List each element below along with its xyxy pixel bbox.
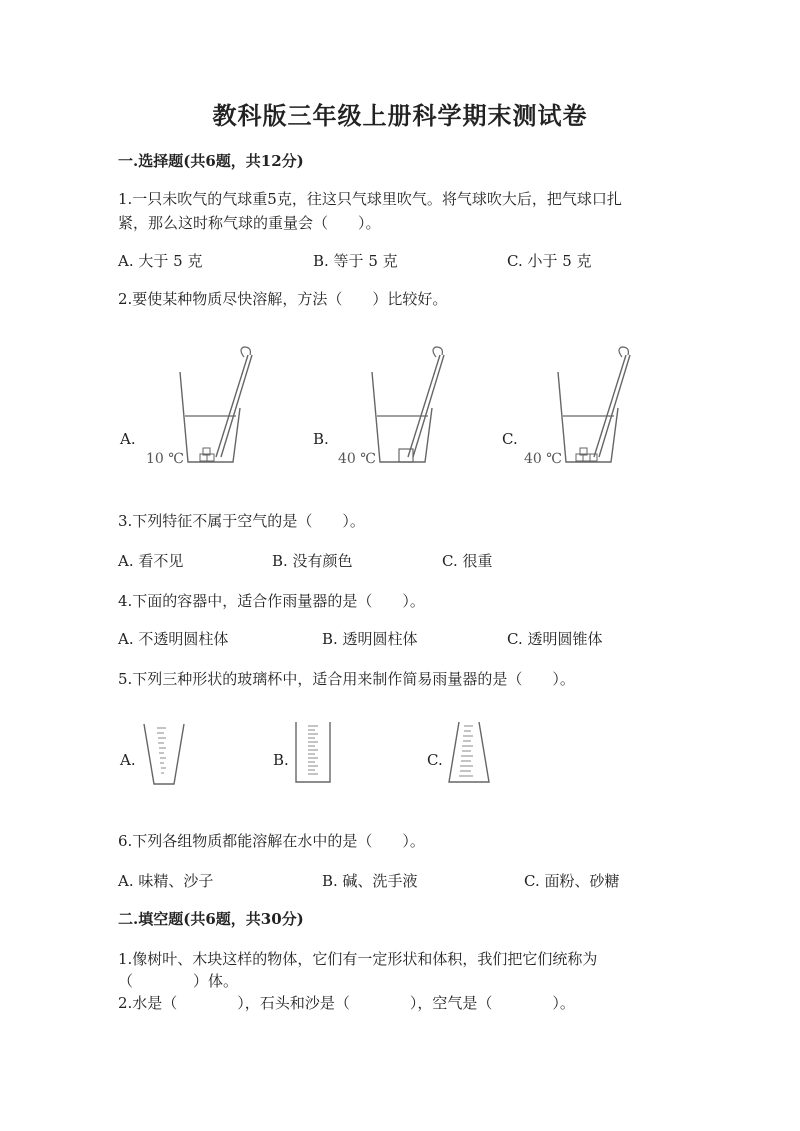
q6-option-b: B. 碱、洗手液 xyxy=(322,872,418,890)
q2-figure-label-b: B. xyxy=(313,430,329,448)
q2-figure-label-c: C. xyxy=(502,430,518,448)
q1-option-a: A. 大于 5 克 xyxy=(118,252,203,270)
beaker-a-temperature: 10 ℃ xyxy=(146,451,184,467)
q6-option-c: C. 面粉、砂糖 xyxy=(524,872,620,890)
q2-figure-label-a: A. xyxy=(120,430,136,448)
q4-option-a: A. 不透明圆柱体 xyxy=(118,630,229,648)
q1-option-c: C. 小于 5 克 xyxy=(507,252,592,270)
question-1-line-2: 紧，那么这时称气球的重量会（ ）。 xyxy=(118,214,381,232)
q5-figure-label-c: C. xyxy=(427,751,443,769)
q3-option-b: B. 没有颜色 xyxy=(272,552,353,570)
beaker-c-illustration xyxy=(518,345,648,470)
beaker-a-illustration xyxy=(140,345,270,470)
cup-a-illustration xyxy=(140,720,190,790)
section-heading-fill: 二.填空题(共6题，共30分) xyxy=(118,910,304,928)
cup-c-illustration xyxy=(445,718,495,788)
question-4-text: 4.下面的容器中，适合作雨量器的是（ ）。 xyxy=(118,592,425,610)
q4-option-c: C. 透明圆锥体 xyxy=(507,630,603,648)
question-5-text: 5.下列三种形状的玻璃杯中，适合用来制作简易雨量器的是（ ）。 xyxy=(118,670,575,688)
beaker-b-temperature: 40 ℃ xyxy=(338,451,376,467)
q4-option-b: B. 透明圆柱体 xyxy=(322,630,418,648)
fill-1-line-1: 1.像树叶、木块这样的物体，它们有一定形状和体积，我们把它们统称为 xyxy=(118,950,598,968)
q3-option-c: C. 很重 xyxy=(442,552,493,570)
question-1-line-1: 1.一只未吹气的气球重5克，往这只气球里吹气。将气球吹大后，把气球口扎 xyxy=(118,190,622,208)
q5-figure-label-b: B. xyxy=(273,751,289,769)
q5-figure-label-a: A. xyxy=(120,751,136,769)
question-6-text: 6.下列各组物质都能溶解在水中的是（ ）。 xyxy=(118,832,425,850)
fill-2-text: 2.水是（ ），石头和沙是（ ），空气是（ ）。 xyxy=(118,994,575,1012)
q1-option-b: B. 等于 5 克 xyxy=(313,252,398,270)
section-heading-choice: 一.选择题(共6题，共12分) xyxy=(118,152,304,170)
beaker-c-temperature: 40 ℃ xyxy=(524,451,562,467)
question-2-text: 2.要使某种物质尽快溶解，方法（ ）比较好。 xyxy=(118,290,448,308)
page-title: 教科版三年级上册科学期末测试卷 xyxy=(212,101,588,130)
cup-b-illustration xyxy=(290,718,340,788)
fill-1-line-2: （ ）体。 xyxy=(118,972,239,990)
beaker-b-illustration xyxy=(332,345,462,470)
question-3-text: 3.下列特征不属于空气的是（ ）。 xyxy=(118,512,365,530)
q6-option-a: A. 味精、沙子 xyxy=(118,872,214,890)
q3-option-a: A. 看不见 xyxy=(118,552,184,570)
